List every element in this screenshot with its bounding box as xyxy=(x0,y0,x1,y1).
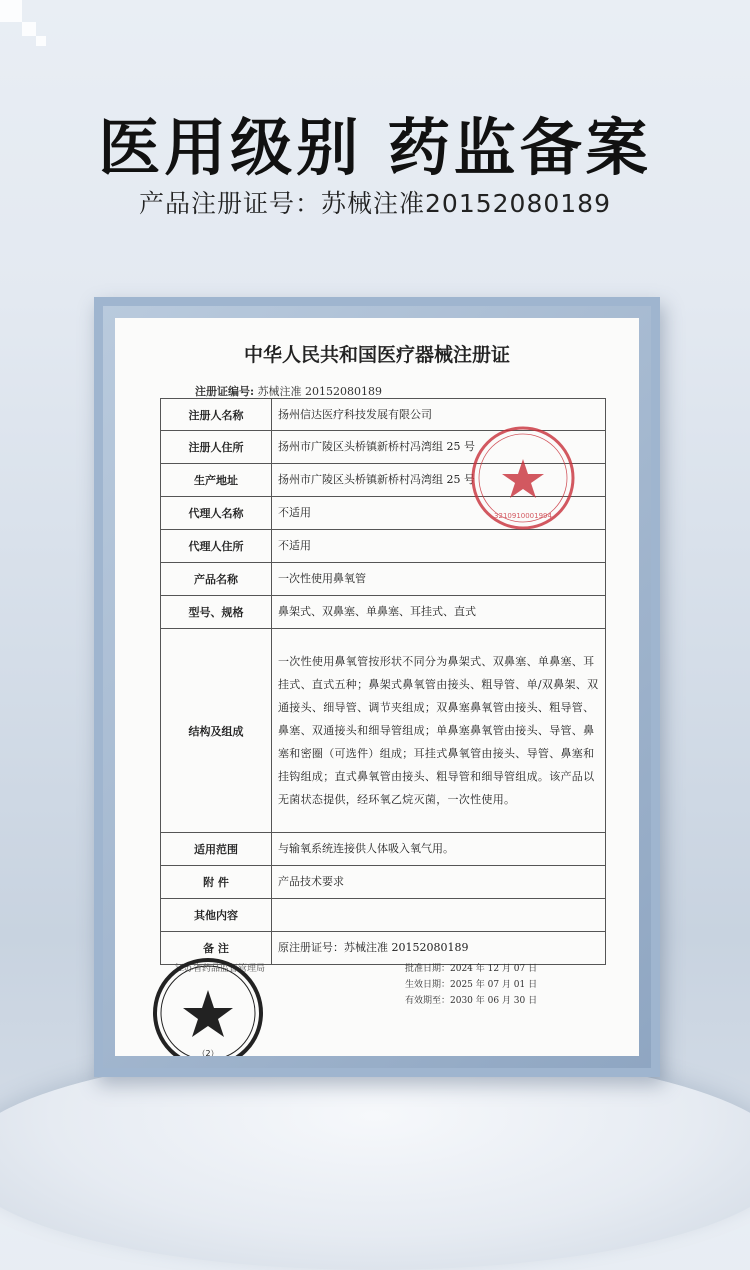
approval-date: 批准日期：2024 年 12 月 07 日 xyxy=(405,964,538,974)
table-row xyxy=(161,629,606,833)
row-label: 其他内容 xyxy=(161,899,272,932)
row-value: 不适用 xyxy=(272,530,606,563)
display-stage xyxy=(0,1050,750,1270)
page-headline: 医用级别 药监备案 xyxy=(98,111,652,184)
row-value: 扬州市广陵区头桥镇新桥村冯湾组 25 号 xyxy=(272,431,606,464)
row-value: 原注册证号：苏械注准 20152080189 xyxy=(272,932,606,965)
issuer-name: 江苏省药品监督管理局 xyxy=(175,964,266,974)
company-seal-stamp xyxy=(468,423,578,533)
certificate-title: 中华人民共和国医疗器械注册证 xyxy=(243,344,510,366)
table-row xyxy=(161,596,606,629)
corner-decoration xyxy=(0,0,60,60)
effective-date: 生效日期：2025 年 07 月 01 日 xyxy=(405,980,538,990)
table-row xyxy=(161,866,606,899)
row-value: 扬州市广陵区头桥镇新桥村冯湾组 25 号 xyxy=(272,464,606,497)
certificate-number-value: 苏械注准 20152080189 xyxy=(257,385,383,398)
row-value: 产品技术要求 xyxy=(272,866,606,899)
svg-text:3210910001994: 3210910001994 xyxy=(494,512,552,520)
stamp-sub-text: （2） xyxy=(197,1049,219,1058)
official-seal-stamp xyxy=(151,956,265,1056)
row-label: 结构及组成 xyxy=(161,629,272,833)
expiry-date: 有效期至：2030 年 06 月 30 日 xyxy=(405,996,538,1006)
row-value: 与输氧系统连接供人体吸入氧气用。 xyxy=(272,833,606,866)
row-value: 一次性使用鼻氧管按形状不同分为鼻架式、双鼻塞、单鼻塞、耳挂式、直式五种；鼻架式鼻氧管由接头、粗导管、单/双鼻架、双通接头、细导管、调节夹组成；双鼻塞鼻氧管由接头、粗导管、鼻塞、双通接头和细导管组成；单鼻塞鼻氧管由接头、导管、鼻塞和密圈（可选件）组成；耳挂式鼻氧管由接头、导管、鼻塞和挂钩组成；直式鼻氧管由接头、粗导管和细导管组成。该产品以无菌状态提供，经环氧乙烷灭菌，一次性使用。 xyxy=(272,629,606,833)
row-label: 附 件 xyxy=(161,866,272,899)
row-value: 不适用 xyxy=(272,497,606,530)
row-value: 鼻架式、双鼻塞、单鼻塞、耳挂式、直式 xyxy=(272,596,606,629)
row-label: 生产地址 xyxy=(161,464,272,497)
row-label: 型号、规格 xyxy=(161,596,272,629)
certificate-frame xyxy=(94,297,660,1077)
row-label: 产品名称 xyxy=(161,563,272,596)
row-label: 注册人名称 xyxy=(161,399,272,431)
row-value xyxy=(272,899,606,932)
row-value: 一次性使用鼻氧管 xyxy=(272,563,606,596)
table-row xyxy=(161,563,606,596)
certificate-paper xyxy=(115,318,639,1056)
table-row xyxy=(161,899,606,932)
certificate-number-label: 注册证编号: xyxy=(195,385,255,398)
row-label: 注册人住所 xyxy=(161,431,272,464)
table-row xyxy=(161,833,606,866)
registration-number-subline: 产品注册证号：苏械注准20152080189 xyxy=(139,189,611,218)
row-label: 备 注 xyxy=(161,932,272,965)
certificate-dates xyxy=(405,961,537,1009)
row-label: 代理人住所 xyxy=(161,530,272,563)
certificate-number xyxy=(195,383,382,399)
row-label: 适用范围 xyxy=(161,833,272,866)
row-label: 代理人名称 xyxy=(161,497,272,530)
table-row xyxy=(161,530,606,563)
row-value: 扬州信达医疗科技发展有限公司 xyxy=(272,399,606,431)
